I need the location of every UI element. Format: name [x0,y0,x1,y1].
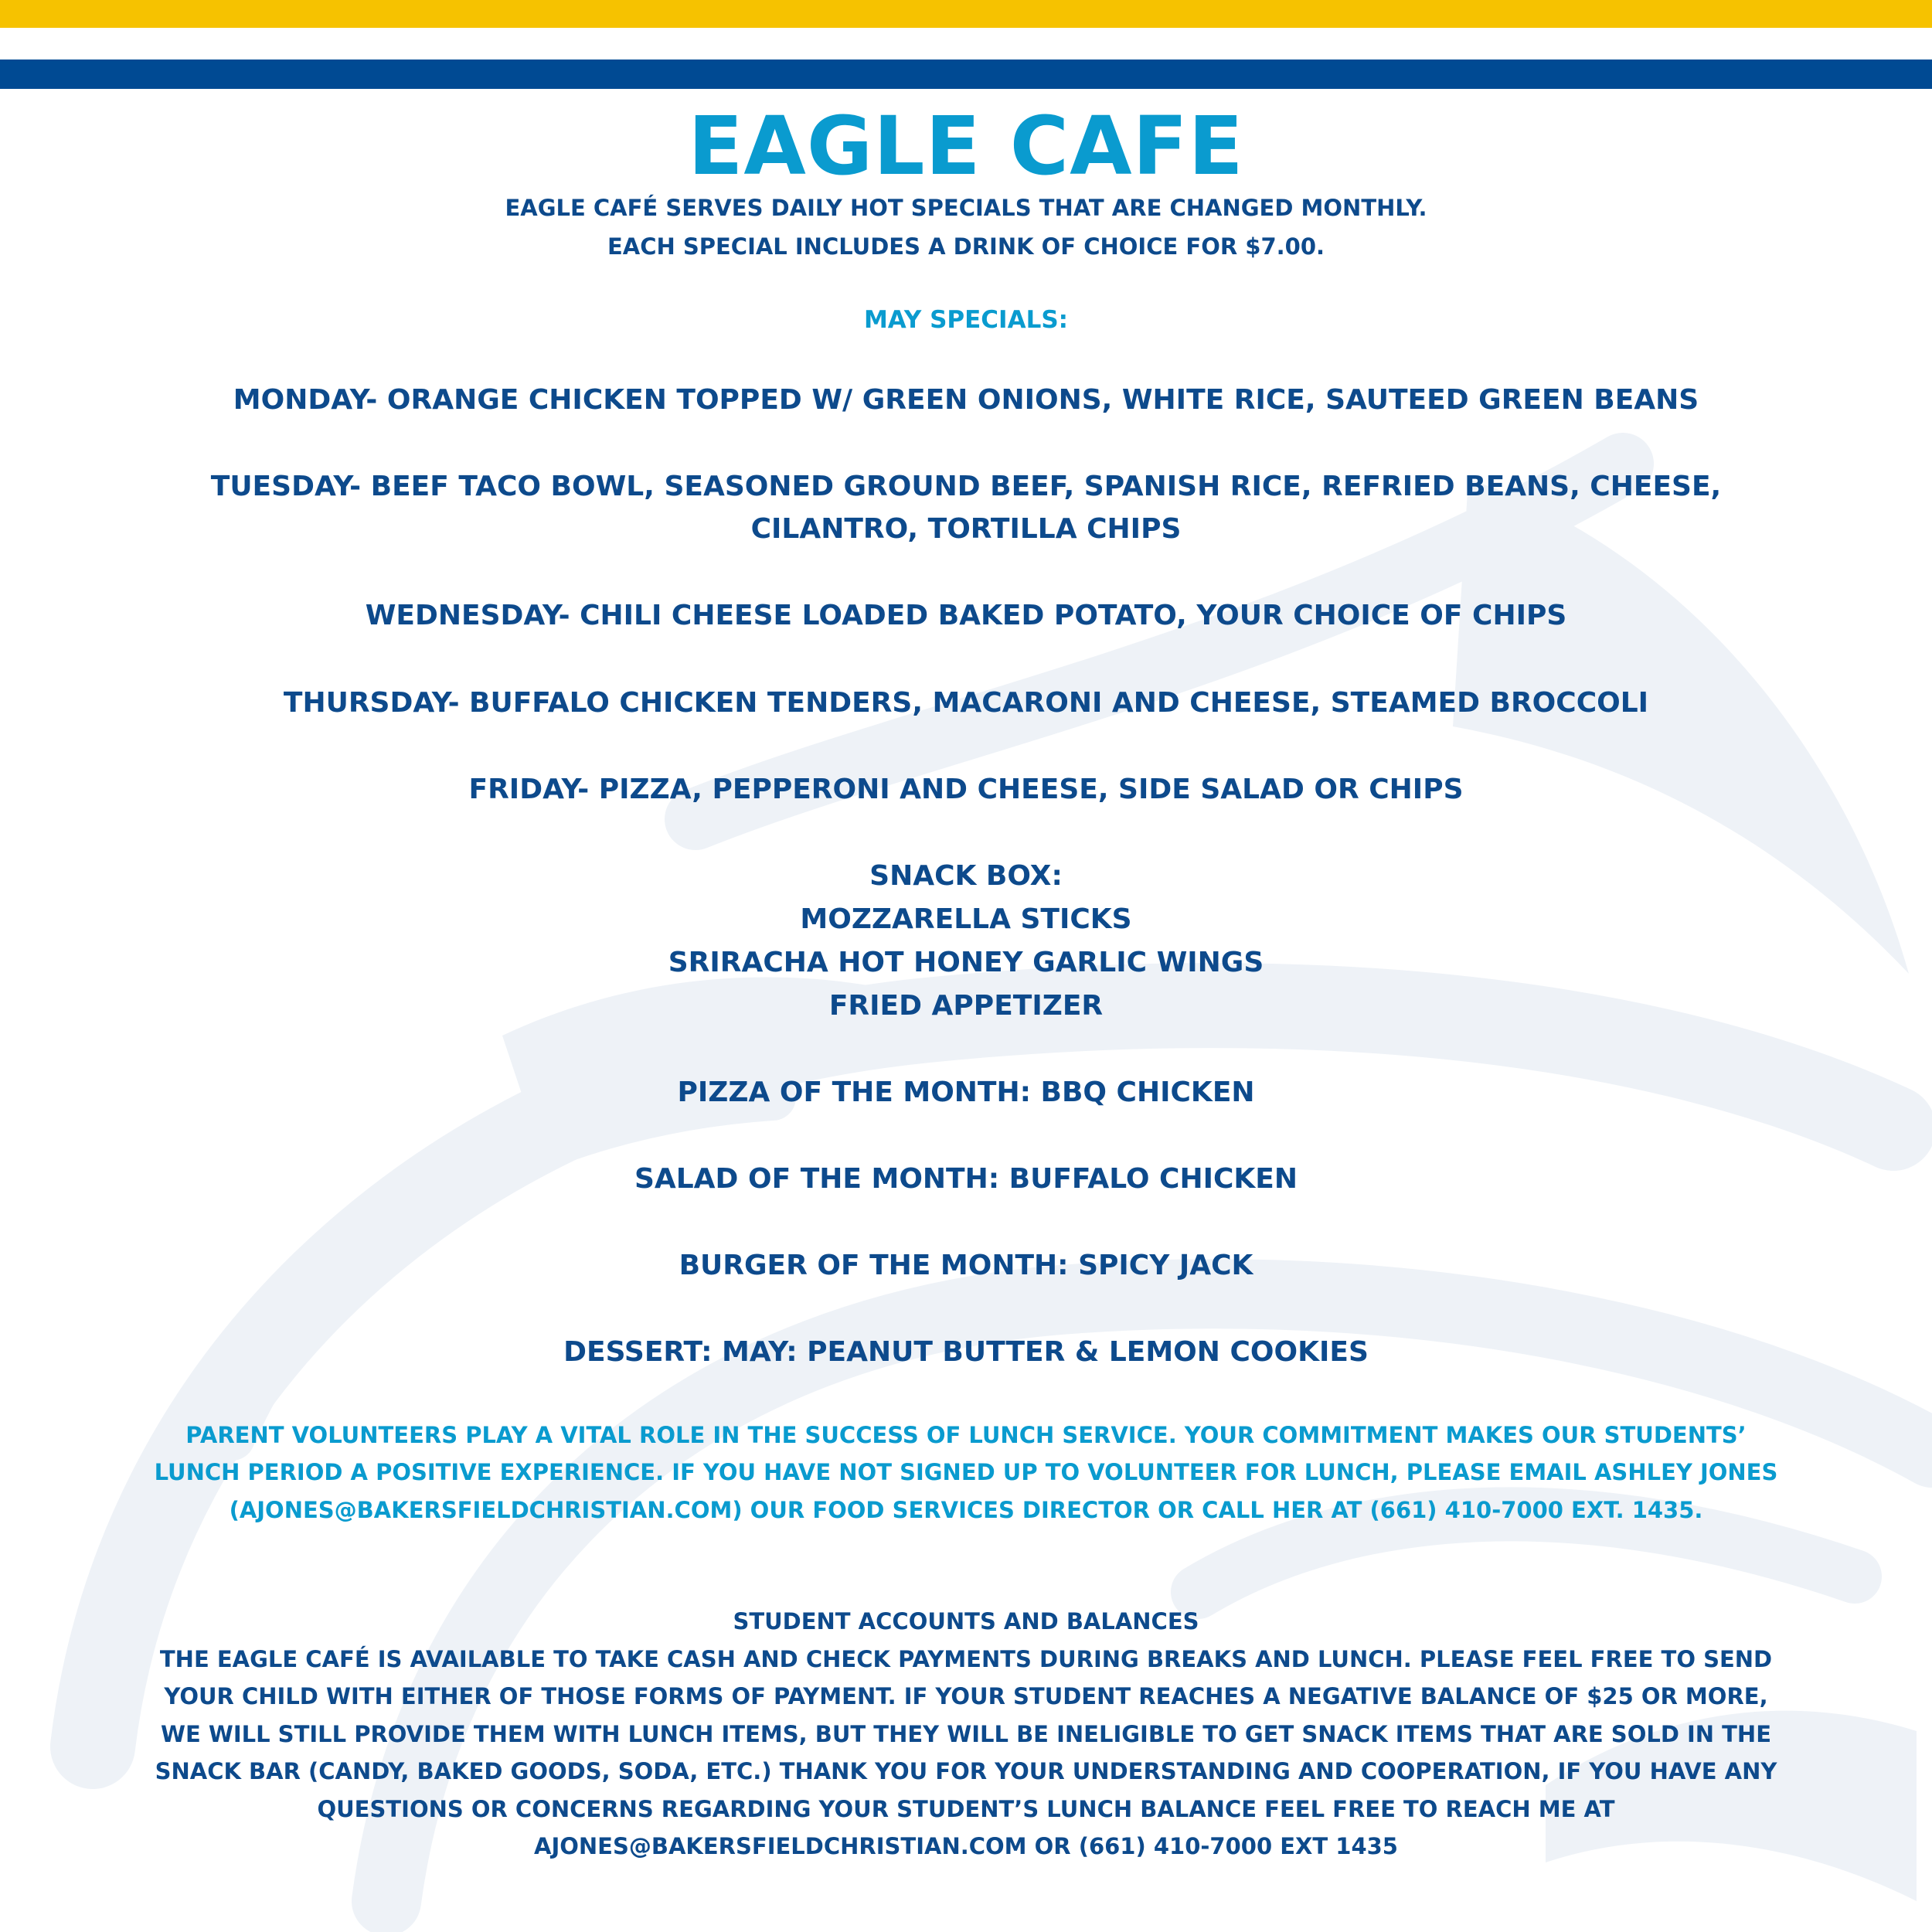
accounts-heading: STUDENT ACCOUNTS AND BALANCES [733,1608,1199,1634]
specials-heading: MAY SPECIALS: [863,306,1069,334]
salad-of-month: SALAD OF THE MONTH: BUFFALO CHICKEN [634,1163,1298,1195]
snack-box-item: SRIRACHA HOT HONEY GARLIC WINGS [668,947,1264,978]
dessert-special: DESSERT: MAY: PEANUT BUTTER & LEMON COOKIES [563,1336,1369,1368]
snack-box-item: FRIED APPETIZER [828,990,1104,1022]
accounts-line: YOUR CHILD WITH EITHER OF THOSE FORMS OF PAYMENT. IF YOUR STUDENT REACHES A NEGATIVE BALANCE OF $25 OR MORE, [164,1683,1768,1709]
volunteer-line-1: PARENT VOLUNTEERS PLAY A VITAL ROLE IN THE SUCCESS OF LUNCH SERVICE. YOUR COMMITMENT MAKES OUR STUDENTS’ [185,1422,1747,1448]
accounts-line: QUESTIONS OR CONCERNS REGARDING YOUR STUDENT’S LUNCH BALANCE FEEL FREE TO REACH ME AT [317,1796,1615,1822]
burger-of-month: BURGER OF THE MONTH: SPICY JACK [679,1250,1253,1281]
pizza-of-month: PIZZA OF THE MONTH: BBQ CHICKEN [677,1077,1255,1108]
monday-special: MONDAY- ORANGE CHICKEN TOPPED W/ GREEN ONIONS, WHITE RICE, SAUTEED GREEN BEANS [233,384,1699,416]
accounts-line: WE WILL STILL PROVIDE THEM WITH LUNCH ITEMS, BUT THEY WILL BE INELIGIBLE TO GET SNACK ITEMS THAT ARE SOLD IN THE [160,1721,1772,1747]
volunteer-line-2: LUNCH PERIOD A POSITIVE EXPERIENCE. IF YOU HAVE NOT SIGNED UP TO VOLUNTEER FOR LUNCH, PLEASE EMAIL ASHLEY JONES [154,1459,1778,1485]
accounts-line: SNACK BAR (CANDY, BAKED GOODS, SODA, ETC.) THANK YOU FOR YOUR UNDERSTANDING AND COOPERATION, IF YOU HAVE ANY [155,1758,1777,1784]
tuesday-special-line-1: TUESDAY- BEEF TACO BOWL, SEASONED GROUND BEEF, SPANISH RICE, REFRIED BEANS, CHEESE, [210,471,1722,502]
friday-special: FRIDAY- PIZZA, PEPPERONI AND CHEESE, SIDE SALAD OR CHIPS [468,774,1464,805]
thursday-special: THURSDAY- BUFFALO CHICKEN TENDERS, MACARONI AND CHEESE, STEAMED BROCCOLI [283,687,1649,719]
volunteer-line-3: (AJONES@BAKERSFIELDCHRISTIAN.COM) OUR FOOD SERVICES DIRECTOR OR CALL HER AT (661) 410-7000 EXT. 1435. [229,1497,1703,1523]
intro-line-1: EAGLE CAFÉ SERVES DAILY HOT SPECIALS THAT ARE CHANGED MONTHLY. [505,195,1427,221]
page-title: EAGLE CAFE [688,99,1244,193]
snack-box-item: MOZZARELLA STICKS [800,903,1132,935]
tuesday-special-line-2: CILANTRO, TORTILLA CHIPS [750,513,1182,545]
accounts-line: THE EAGLE CAFÉ IS AVAILABLE TO TAKE CASH AND CHECK PAYMENTS DURING BREAKS AND LUNCH. PLEASE FEEL FREE TO SEND [159,1646,1773,1672]
snack-box-heading: SNACK BOX: [869,860,1063,892]
wednesday-special: WEDNESDAY- CHILI CHEESE LOADED BAKED POTATO, YOUR CHOICE OF CHIPS [365,600,1567,631]
accounts-line: AJONES@BAKERSFIELDCHRISTIAN.COM OR (661) 410-7000 EXT 1435 [534,1833,1398,1859]
intro-line-2: EACH SPECIAL INCLUDES A DRINK OF CHOICE FOR $7.00. [607,233,1325,260]
